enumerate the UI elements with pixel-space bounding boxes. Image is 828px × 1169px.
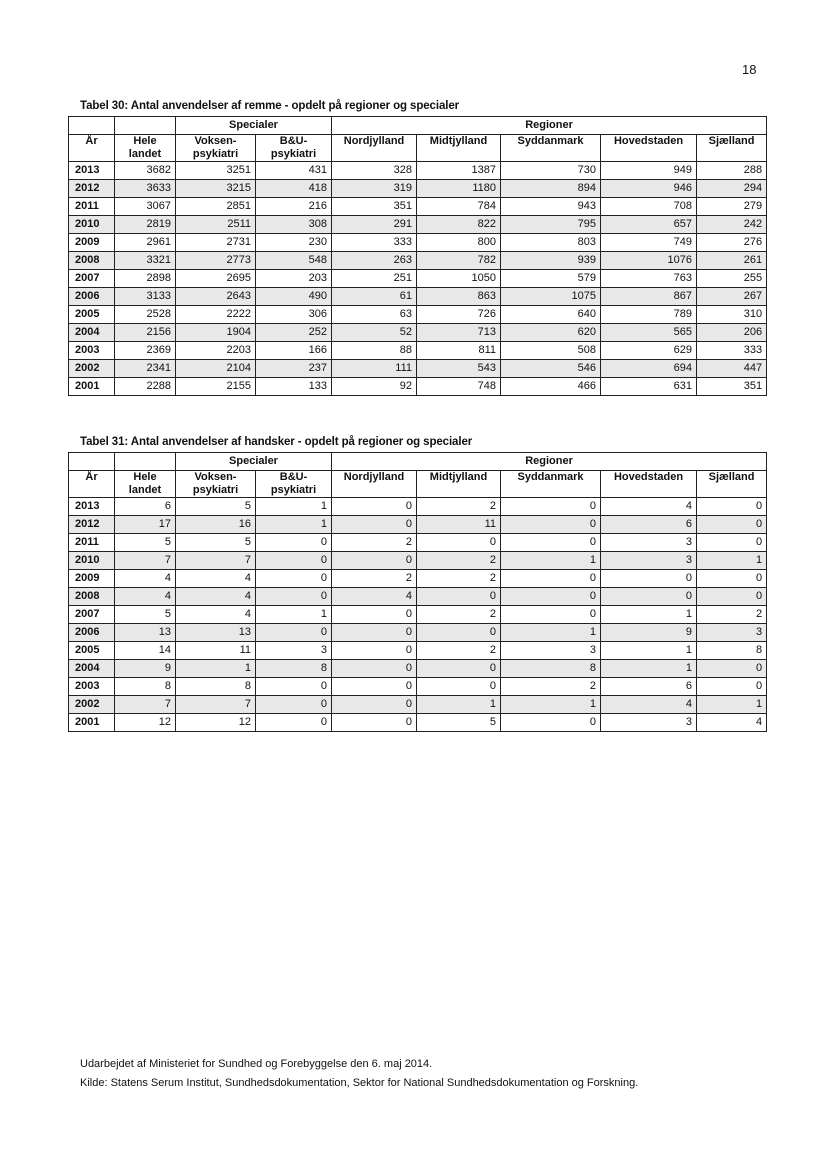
value-cell: 3215 [176, 180, 256, 198]
value-cell: 12 [115, 714, 176, 732]
table-row [69, 324, 767, 342]
value-cell: 133 [256, 378, 332, 396]
value-cell: 5 [176, 534, 256, 552]
value-cell: 242 [697, 216, 767, 234]
value-cell: 0 [332, 678, 417, 696]
table-30-caption: Tabel 30: Antal anvendelser af remme - opdelt på regioner og specialer [80, 100, 460, 112]
value-cell: 0 [332, 714, 417, 732]
value-cell: 1 [256, 606, 332, 624]
table-row [69, 162, 767, 180]
value-cell: 0 [417, 678, 501, 696]
value-cell: 52 [332, 324, 417, 342]
year-cell: 2009 [69, 570, 115, 588]
value-cell: 3 [601, 534, 697, 552]
column-headers [69, 135, 767, 162]
value-cell: 1076 [601, 252, 697, 270]
value-cell: 2731 [176, 234, 256, 252]
year-cell: 2006 [69, 288, 115, 306]
value-cell: 748 [417, 378, 501, 396]
value-cell: 939 [501, 252, 601, 270]
value-cell: 2528 [115, 306, 176, 324]
value-cell: 0 [697, 678, 767, 696]
value-cell: 3 [501, 642, 601, 660]
value-cell: 252 [256, 324, 332, 342]
table-row [69, 642, 767, 660]
year-cell: 2001 [69, 378, 115, 396]
value-cell: 12 [176, 714, 256, 732]
value-cell: 946 [601, 180, 697, 198]
value-cell: 508 [501, 342, 601, 360]
value-cell: 4 [332, 588, 417, 606]
year-cell: 2003 [69, 342, 115, 360]
value-cell: 0 [601, 570, 697, 588]
value-cell: 4 [697, 714, 767, 732]
year-cell: 2006 [69, 624, 115, 642]
value-cell: 2369 [115, 342, 176, 360]
table-row [69, 252, 767, 270]
value-cell: 2 [332, 570, 417, 588]
value-cell: 0 [332, 516, 417, 534]
year-cell: 2010 [69, 552, 115, 570]
value-cell: 11 [417, 516, 501, 534]
value-cell: 8 [256, 660, 332, 678]
value-cell: 8 [501, 660, 601, 678]
value-cell: 0 [332, 660, 417, 678]
value-cell: 2898 [115, 270, 176, 288]
value-cell: 5 [115, 534, 176, 552]
value-cell: 4 [176, 588, 256, 606]
value-cell: 0 [501, 606, 601, 624]
table-row [69, 570, 767, 588]
value-cell: 294 [697, 180, 767, 198]
value-cell: 0 [417, 534, 501, 552]
year-cell: 2002 [69, 696, 115, 714]
value-cell: 1387 [417, 162, 501, 180]
value-cell: 9 [601, 624, 697, 642]
value-cell: 2341 [115, 360, 176, 378]
value-cell: 708 [601, 198, 697, 216]
table-row [69, 552, 767, 570]
value-cell: 6 [601, 516, 697, 534]
value-cell: 730 [501, 162, 601, 180]
value-cell: 7 [176, 696, 256, 714]
value-cell: 447 [697, 360, 767, 378]
year-cell: 2001 [69, 714, 115, 732]
footer-source: Kilde: Statens Serum Institut, Sundhedsdokumentation, Sektor for National Sundhedsdokumentation og Forskning. [80, 1077, 639, 1089]
header-spacer [115, 453, 176, 471]
value-cell: 0 [256, 570, 332, 588]
value-cell: 14 [115, 642, 176, 660]
column-header: Syddanmark [501, 471, 601, 498]
value-cell: 3067 [115, 198, 176, 216]
value-cell: 13 [115, 624, 176, 642]
column-header: Midtjylland [417, 135, 501, 162]
value-cell: 2156 [115, 324, 176, 342]
column-header: Voksen-psykiatri [176, 135, 256, 162]
table-row [69, 198, 767, 216]
value-cell: 88 [332, 342, 417, 360]
value-cell: 4 [115, 588, 176, 606]
year-cell: 2011 [69, 534, 115, 552]
value-cell: 92 [332, 378, 417, 396]
value-cell: 418 [256, 180, 332, 198]
column-header: B&U-psykiatri [256, 471, 332, 498]
value-cell: 3 [697, 624, 767, 642]
value-cell: 1904 [176, 324, 256, 342]
value-cell: 629 [601, 342, 697, 360]
value-cell: 5 [115, 606, 176, 624]
value-cell: 2695 [176, 270, 256, 288]
value-cell: 288 [697, 162, 767, 180]
column-header: Sjælland [697, 471, 767, 498]
table-row [69, 234, 767, 252]
value-cell: 0 [256, 624, 332, 642]
year-cell: 2003 [69, 678, 115, 696]
value-cell: 17 [115, 516, 176, 534]
column-header: Midtjylland [417, 471, 501, 498]
value-cell: 2 [417, 552, 501, 570]
value-cell: 2851 [176, 198, 256, 216]
value-cell: 3251 [176, 162, 256, 180]
value-cell: 0 [697, 660, 767, 678]
value-cell: 0 [332, 552, 417, 570]
value-cell: 0 [697, 570, 767, 588]
year-cell: 2013 [69, 162, 115, 180]
value-cell: 490 [256, 288, 332, 306]
value-cell: 713 [417, 324, 501, 342]
table-row [69, 606, 767, 624]
value-cell: 1 [501, 624, 601, 642]
value-cell: 2 [417, 606, 501, 624]
value-cell: 4 [601, 696, 697, 714]
table-row [69, 270, 767, 288]
value-cell: 694 [601, 360, 697, 378]
value-cell: 1050 [417, 270, 501, 288]
table-row [69, 660, 767, 678]
table-31-caption: Tabel 31: Antal anvendelser af handsker - opdelt på regioner og specialer [80, 436, 473, 448]
value-cell: 784 [417, 198, 501, 216]
value-cell: 1 [501, 696, 601, 714]
year-cell: 2009 [69, 234, 115, 252]
value-cell: 640 [501, 306, 601, 324]
value-cell: 2773 [176, 252, 256, 270]
value-cell: 4 [176, 606, 256, 624]
value-cell: 3 [601, 714, 697, 732]
table-row [69, 516, 767, 534]
table-row [69, 624, 767, 642]
value-cell: 7 [115, 696, 176, 714]
year-cell: 2008 [69, 588, 115, 606]
value-cell: 2155 [176, 378, 256, 396]
value-cell: 0 [501, 714, 601, 732]
value-cell: 0 [332, 498, 417, 516]
header-spacer [69, 453, 115, 471]
value-cell: 863 [417, 288, 501, 306]
table-31-body [69, 498, 767, 732]
value-cell: 2819 [115, 216, 176, 234]
year-cell: 2012 [69, 516, 115, 534]
page-number: 18 [742, 62, 757, 77]
group-header-regioner: Regioner [332, 117, 767, 135]
year-cell: 2012 [69, 180, 115, 198]
value-cell: 0 [501, 498, 601, 516]
value-cell: 4 [115, 570, 176, 588]
value-cell: 803 [501, 234, 601, 252]
value-cell: 3133 [115, 288, 176, 306]
value-cell: 0 [697, 516, 767, 534]
column-header: År [69, 471, 115, 498]
column-header: Hovedstaden [601, 135, 697, 162]
year-cell: 2004 [69, 324, 115, 342]
value-cell: 0 [417, 624, 501, 642]
table-row [69, 306, 767, 324]
value-cell: 7 [176, 552, 256, 570]
value-cell: 111 [332, 360, 417, 378]
table-row [69, 534, 767, 552]
value-cell: 867 [601, 288, 697, 306]
group-header-specialer: Specialer [176, 117, 332, 135]
value-cell: 1075 [501, 288, 601, 306]
value-cell: 1 [176, 660, 256, 678]
value-cell: 263 [332, 252, 417, 270]
value-cell: 3 [601, 552, 697, 570]
value-cell: 319 [332, 180, 417, 198]
year-cell: 2004 [69, 660, 115, 678]
year-cell: 2007 [69, 606, 115, 624]
value-cell: 279 [697, 198, 767, 216]
column-header: Sjælland [697, 135, 767, 162]
value-cell: 0 [601, 588, 697, 606]
value-cell: 0 [256, 552, 332, 570]
footer-prepared-by: Udarbejdet af Ministeriet for Sundhed og Forebyggelse den 6. maj 2014. [80, 1058, 433, 1070]
value-cell: 276 [697, 234, 767, 252]
value-cell: 230 [256, 234, 332, 252]
value-cell: 431 [256, 162, 332, 180]
column-header: Syddanmark [501, 135, 601, 162]
value-cell: 11 [176, 642, 256, 660]
value-cell: 0 [332, 624, 417, 642]
column-headers [69, 471, 767, 498]
value-cell: 2 [417, 498, 501, 516]
year-cell: 2013 [69, 498, 115, 516]
value-cell: 1180 [417, 180, 501, 198]
table-row [69, 378, 767, 396]
value-cell: 1 [601, 660, 697, 678]
value-cell: 782 [417, 252, 501, 270]
value-cell: 0 [501, 570, 601, 588]
table-row [69, 342, 767, 360]
value-cell: 3682 [115, 162, 176, 180]
value-cell: 0 [332, 696, 417, 714]
value-cell: 2288 [115, 378, 176, 396]
year-cell: 2007 [69, 270, 115, 288]
value-cell: 726 [417, 306, 501, 324]
value-cell: 0 [501, 516, 601, 534]
value-cell: 8 [176, 678, 256, 696]
value-cell: 789 [601, 306, 697, 324]
value-cell: 949 [601, 162, 697, 180]
value-cell: 13 [176, 624, 256, 642]
value-cell: 3633 [115, 180, 176, 198]
value-cell: 0 [697, 534, 767, 552]
value-cell: 328 [332, 162, 417, 180]
value-cell: 333 [332, 234, 417, 252]
column-header: Hele landet [115, 135, 176, 162]
value-cell: 166 [256, 342, 332, 360]
value-cell: 2 [417, 570, 501, 588]
value-cell: 2104 [176, 360, 256, 378]
value-cell: 8 [115, 678, 176, 696]
table-row [69, 678, 767, 696]
value-cell: 2961 [115, 234, 176, 252]
value-cell: 7 [115, 552, 176, 570]
value-cell: 0 [256, 588, 332, 606]
value-cell: 0 [256, 696, 332, 714]
column-header: Hele landet [115, 471, 176, 498]
value-cell: 0 [417, 660, 501, 678]
value-cell: 1 [697, 552, 767, 570]
year-cell: 2010 [69, 216, 115, 234]
value-cell: 943 [501, 198, 601, 216]
table-row [69, 714, 767, 732]
value-cell: 548 [256, 252, 332, 270]
table-row [69, 288, 767, 306]
value-cell: 251 [332, 270, 417, 288]
value-cell: 1 [501, 552, 601, 570]
value-cell: 1 [256, 498, 332, 516]
value-cell: 9 [115, 660, 176, 678]
value-cell: 261 [697, 252, 767, 270]
value-cell: 267 [697, 288, 767, 306]
value-cell: 6 [601, 678, 697, 696]
table-row [69, 498, 767, 516]
value-cell: 795 [501, 216, 601, 234]
value-cell: 749 [601, 234, 697, 252]
value-cell: 763 [601, 270, 697, 288]
value-cell: 620 [501, 324, 601, 342]
value-cell: 3321 [115, 252, 176, 270]
value-cell: 1 [256, 516, 332, 534]
value-cell: 0 [697, 588, 767, 606]
value-cell: 1 [601, 606, 697, 624]
value-cell: 0 [417, 588, 501, 606]
value-cell: 0 [332, 642, 417, 660]
column-header: Hovedstaden [601, 471, 697, 498]
value-cell: 579 [501, 270, 601, 288]
group-header-specialer: Specialer [176, 453, 332, 471]
value-cell: 2 [697, 606, 767, 624]
table-31 [68, 452, 767, 732]
value-cell: 308 [256, 216, 332, 234]
value-cell: 203 [256, 270, 332, 288]
value-cell: 2203 [176, 342, 256, 360]
header-spacer [115, 117, 176, 135]
value-cell: 822 [417, 216, 501, 234]
value-cell: 2511 [176, 216, 256, 234]
value-cell: 237 [256, 360, 332, 378]
value-cell: 3 [256, 642, 332, 660]
value-cell: 351 [332, 198, 417, 216]
value-cell: 631 [601, 378, 697, 396]
column-header: År [69, 135, 115, 162]
value-cell: 306 [256, 306, 332, 324]
value-cell: 8 [697, 642, 767, 660]
table-30 [68, 116, 767, 396]
value-cell: 16 [176, 516, 256, 534]
value-cell: 63 [332, 306, 417, 324]
header-spacer [69, 117, 115, 135]
value-cell: 565 [601, 324, 697, 342]
value-cell: 4 [176, 570, 256, 588]
value-cell: 657 [601, 216, 697, 234]
value-cell: 0 [256, 534, 332, 552]
value-cell: 0 [501, 588, 601, 606]
value-cell: 310 [697, 306, 767, 324]
value-cell: 1 [601, 642, 697, 660]
column-header: Nordjylland [332, 471, 417, 498]
value-cell: 291 [332, 216, 417, 234]
value-cell: 800 [417, 234, 501, 252]
value-cell: 546 [501, 360, 601, 378]
value-cell: 5 [176, 498, 256, 516]
table-row [69, 216, 767, 234]
value-cell: 894 [501, 180, 601, 198]
value-cell: 6 [115, 498, 176, 516]
value-cell: 0 [501, 534, 601, 552]
value-cell: 255 [697, 270, 767, 288]
value-cell: 811 [417, 342, 501, 360]
year-cell: 2008 [69, 252, 115, 270]
value-cell: 2 [501, 678, 601, 696]
value-cell: 466 [501, 378, 601, 396]
year-cell: 2005 [69, 642, 115, 660]
value-cell: 1 [697, 696, 767, 714]
value-cell: 0 [256, 678, 332, 696]
value-cell: 2 [417, 642, 501, 660]
column-header: B&U-psykiatri [256, 135, 332, 162]
group-header-regioner: Regioner [332, 453, 767, 471]
value-cell: 0 [256, 714, 332, 732]
year-cell: 2005 [69, 306, 115, 324]
column-header: Voksen-psykiatri [176, 471, 256, 498]
value-cell: 0 [697, 498, 767, 516]
table-row [69, 696, 767, 714]
value-cell: 206 [697, 324, 767, 342]
value-cell: 2643 [176, 288, 256, 306]
value-cell: 543 [417, 360, 501, 378]
year-cell: 2011 [69, 198, 115, 216]
table-row [69, 588, 767, 606]
value-cell: 333 [697, 342, 767, 360]
value-cell: 216 [256, 198, 332, 216]
value-cell: 61 [332, 288, 417, 306]
value-cell: 2222 [176, 306, 256, 324]
year-cell: 2002 [69, 360, 115, 378]
value-cell: 2 [332, 534, 417, 552]
table-30-body [69, 162, 767, 396]
value-cell: 1 [417, 696, 501, 714]
column-header: Nordjylland [332, 135, 417, 162]
value-cell: 0 [332, 606, 417, 624]
table-row [69, 180, 767, 198]
table-row [69, 360, 767, 378]
value-cell: 4 [601, 498, 697, 516]
value-cell: 351 [697, 378, 767, 396]
value-cell: 5 [417, 714, 501, 732]
